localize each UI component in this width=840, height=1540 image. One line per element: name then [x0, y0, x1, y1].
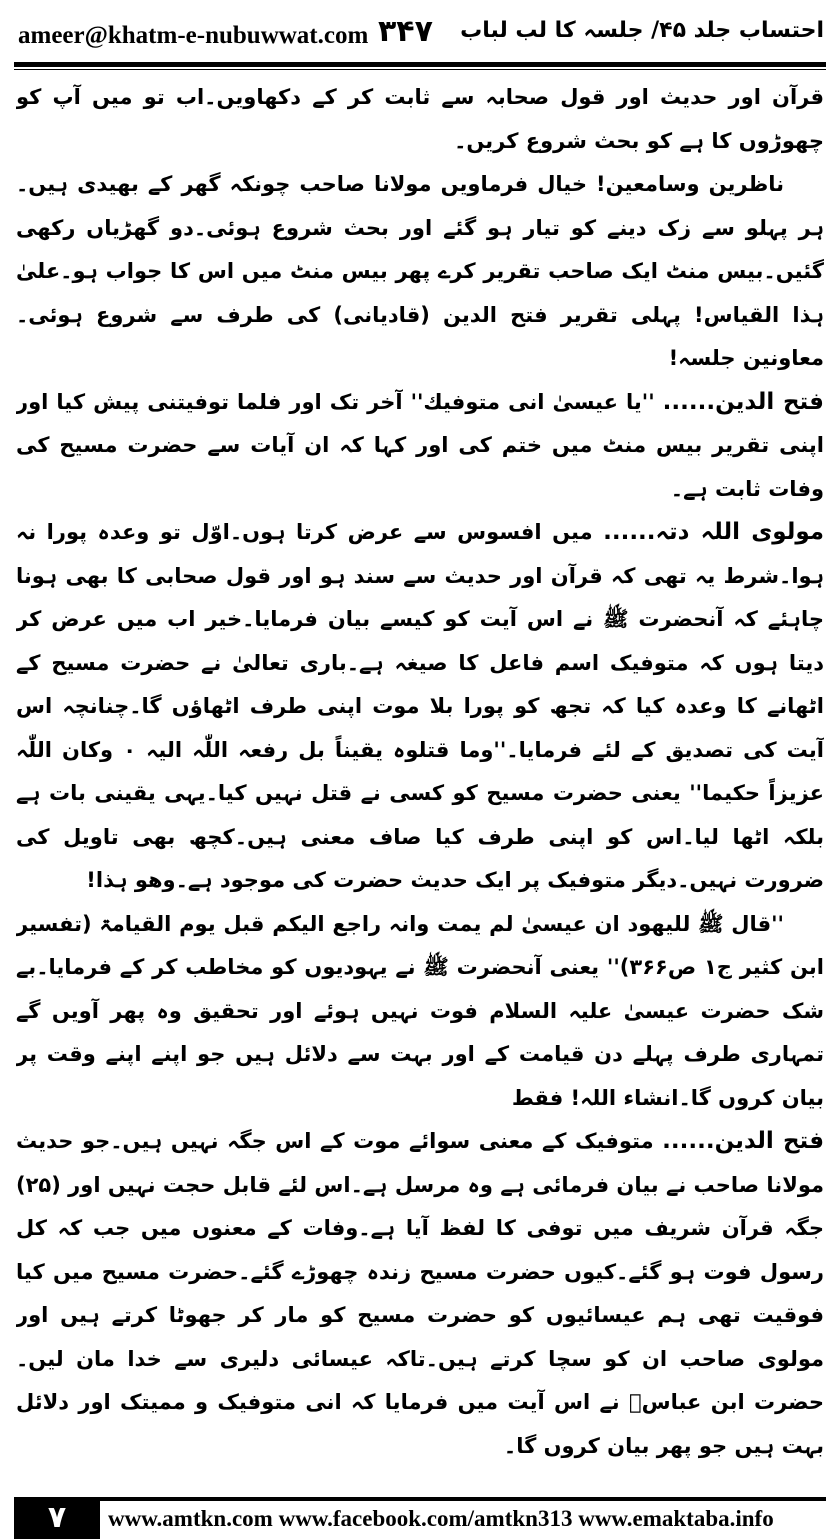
speaker-label: فتح الدین...... [662, 1128, 824, 1154]
footer-rule [100, 1497, 826, 1501]
paragraph: فتح الدین...... ''یا عیسیٰ انی متوفیك'' آخر تک اور فلما توفیتنی پیش کیا اور اپنی تقریر بیس منٹ میں ختم کی اور کہا کہ ان آیات سے حضرت مسیح کی وفات ثابت ہے۔ [16, 388, 824, 501]
header-rule-thin [14, 69, 826, 70]
speaker-label: مولوی اللہ دتہ...... [603, 519, 824, 545]
article-body [16, 76, 824, 1461]
paragraph: مولوی اللہ دتہ...... میں افسوس سے عرض کرتا ہوں۔اوّل تو وعدہ پورا نہ ہوا۔شرط یہ تھی کہ قرآن اور حدیث سے سند ہو اور قول صحابی کا بھی ہونا چاہئے کہ آنحضرت ﷺ نے اس آیت کو کیسے بیان فرمایا۔خیر اب میں عرض کر دیتا ہوں کہ متوفیک اسم فاعل کا صیغہ ہے۔باری تعالیٰ نے حضرت مسیح کے اٹھانے کا وعدہ کیا کہ تجھ کو پورا بلا موت اپنی طرف اٹھاؤں گا۔چنانچہ اس آیت کی تصدیق کے لئے فرمایا۔''وما قتلوہ یقیناً بل رفعہ اللّٰہ الیہ ۰ وکان اللّٰہ عزیزاً حکیما'' یعنی حضرت مسیح کو کسی نے قتل نہیں کیا۔یہی یقینی بات ہے بلکہ اٹھا لیا۔اس کو اپنی طرف کیا صاف معنی ہیں۔کچھ بھی تاویل کی ضرورت نہیں۔دیگر متوفیک پر ایک حدیث حضرت کی موجود ہے۔وھو ہذا! [16, 519, 824, 892]
paragraph: قرآن اور حدیث اور قول صحابہ سے ثابت کر کے دکھاویں۔اب تو میں آپ کو چھوڑوں کا ہے کو بحث شروع کریں۔ [16, 85, 824, 153]
footer-page-marker [14, 1497, 100, 1539]
paragraph: ناظرین وسامعین! خیال فرماویں مولانا صاحب چونکہ گھر کے بھیدی ہیں۔ہر پہلو سے زک دینے کو تیار ہو گئے اور بحث شروع ہوئی۔دو گھڑیاں رکھی گئیں۔بیس منٹ ایک صاحب تقریر کرے پھر بیس منٹ میں اس کا جواب ہو۔علیٰ ہذا القیاس! پہلی تقریر فتح الدین (قادیانی) کی طرف سے شروع ہوئی۔معاونین جلسہ! [16, 172, 824, 370]
header-page-number: ۳۴۷ [378, 14, 433, 49]
header-rule [14, 62, 826, 67]
footer-links[interactable]: www.amtkn.com www.facebook.com/amtkn313 www.emaktaba.info [108, 1506, 774, 1531]
paragraph: ''قال ﷺ للیھود ان عیسیٰ لم یمت وانہ راجع الیکم قبل یوم القیامۃ (تفسیر ابن کثیر ج۱ ص۳۶۶)'' یعنی آنحضرت ﷺ نے یہودیوں کو مخاطب کر کے فرمایا۔بے شک حضرت عیسیٰ علیہ السلام فوت نہیں ہوئے اور تحقیق وہ پھر آویں گے تمہاری طرف پہلے دن قیامت کے اور بہت سے دلائل ہیں جو اپنے اپنے وقت پر بیان کروں گا۔انشاء اللہ! فقط [16, 911, 824, 1110]
paragraph: فتح الدین...... متوفیک کے معنی سوائے موت کے اس جگہ نہیں ہیں۔جو حدیث مولانا صاحب نے بیان فرمائی ہے وہ مرسل ہے۔اس لئے قابل حجت نہیں اور (۲۵) جگہ قرآن شریف میں توفی کا لفظ آیا ہے۔وفات کے معنوں میں جب کہ کل رسول فوت ہو گئے۔کیوں حضرت مسیح زندہ چھوڑے گئے۔حضرت مسیح میں کیا فوقیت تھی ہم عیسائیوں کو حضرت مسیح کو مار کر جھوٹا کرتے ہیں اور مولوی صاحب ان کو سچا کرتے ہیں۔تاکہ عیسائی دلیری سے خدا مان لیں۔حضرت ابن عباسؓ نے اس آیت میں فرمایا کہ انی متوفیک و ممیتک اور دلائل بہت ہیں جو پھر بیان کروں گا۔ [16, 1128, 824, 1458]
header-email[interactable]: ameer@khatm-e-nubuwwat.com [18, 22, 369, 49]
header-title: احتساب جلد ۴۵/ جلسہ کا لب لباب [460, 18, 824, 43]
speaker-label: فتح الدین...... [662, 388, 824, 415]
page-header [18, 14, 824, 62]
footer-page-number: ۷ [47, 1500, 67, 1535]
